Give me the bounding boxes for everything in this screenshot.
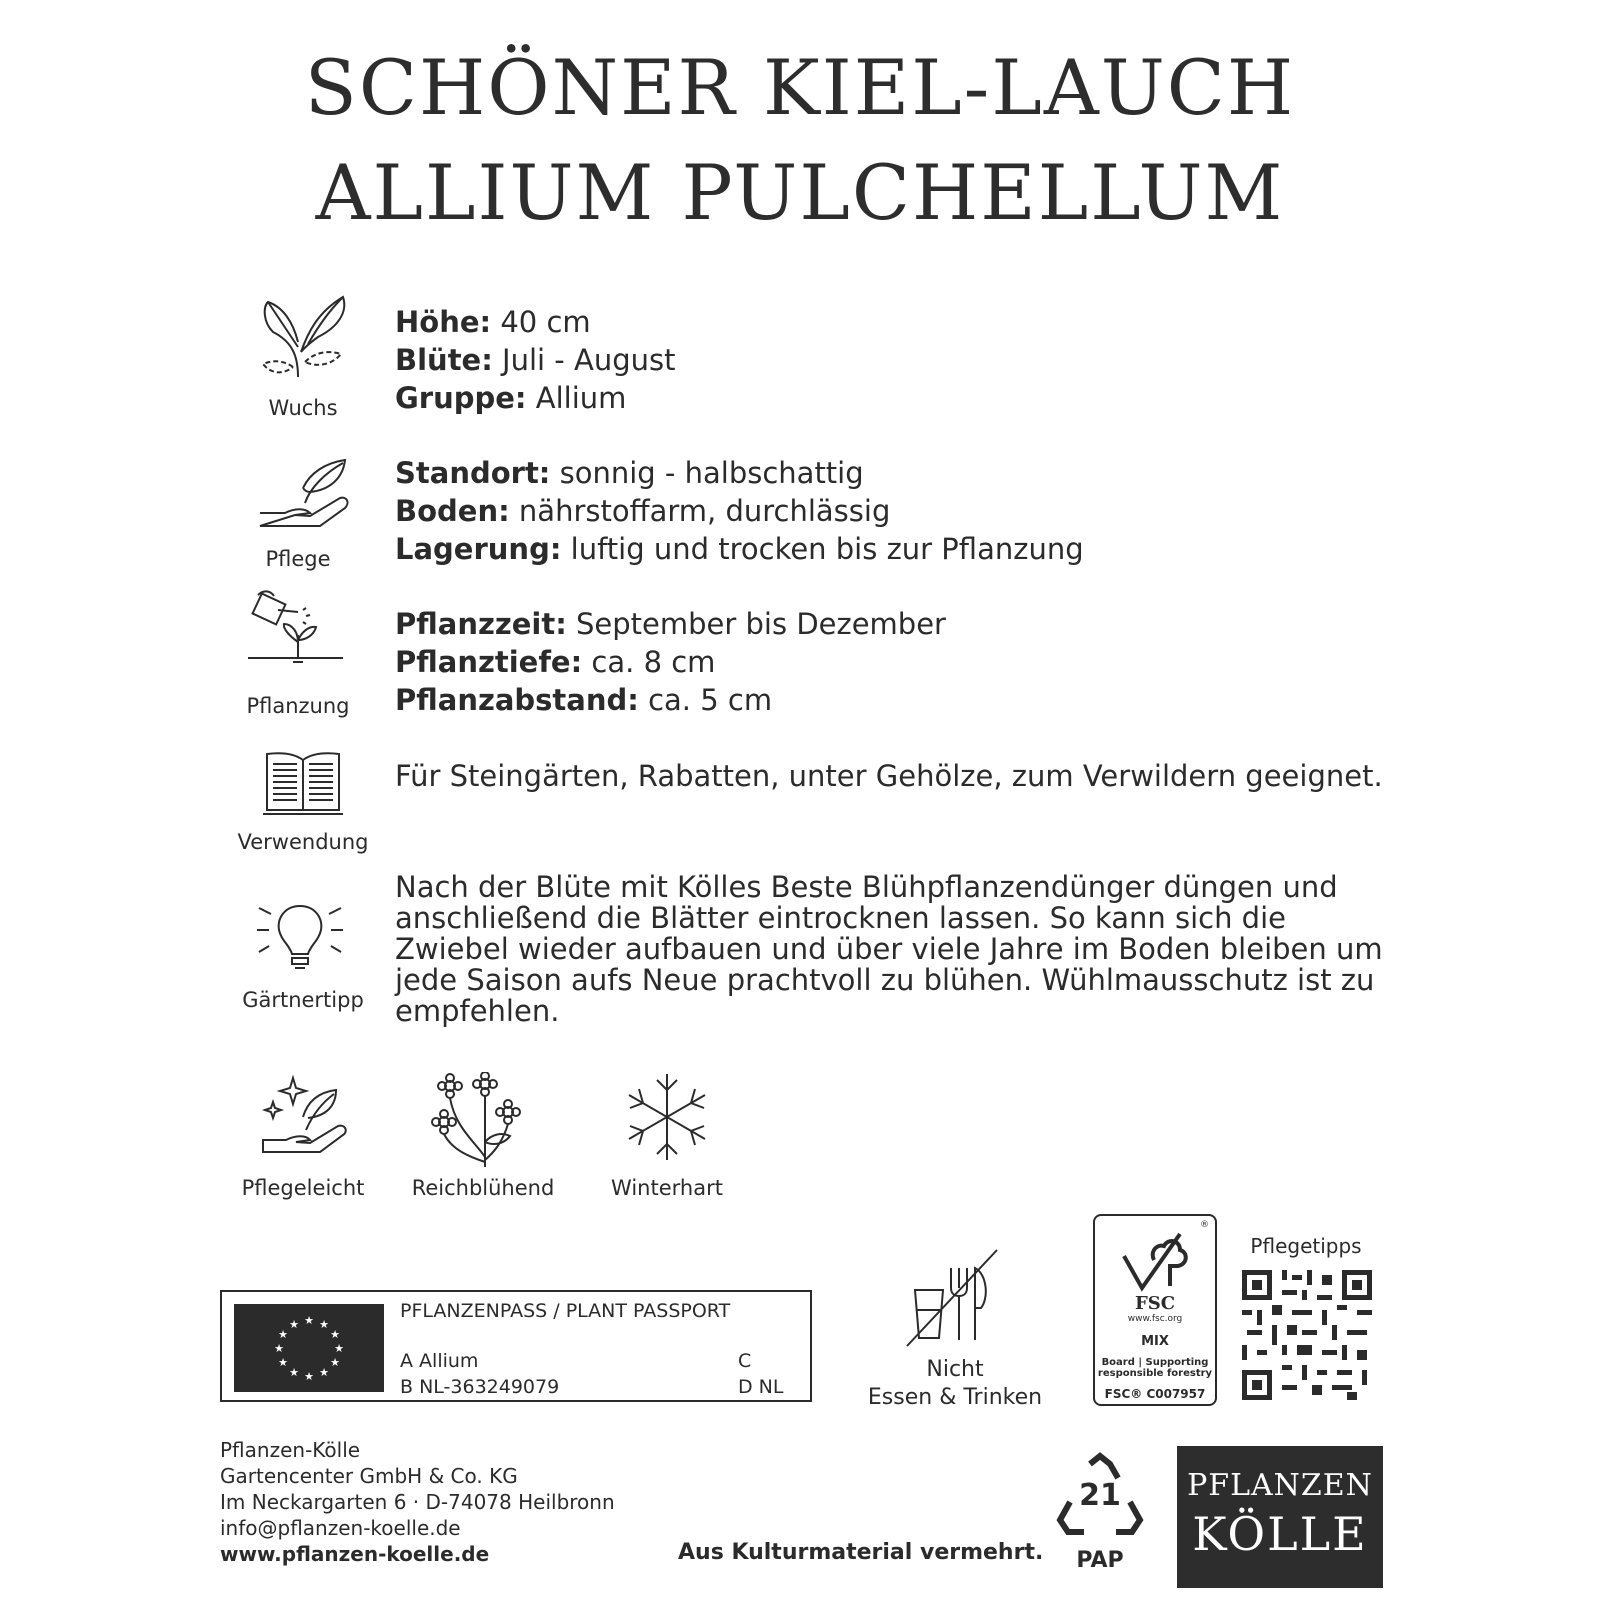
- fsc-code: FSC® C007957: [1104, 1387, 1206, 1401]
- verwendung-text: Für Steingärten, Rabatten, unter Gehölze, zum Verwildern geeignet.: [395, 759, 1383, 793]
- wuchs-info: [395, 303, 675, 417]
- gaertnertipp-label: Gärtnertipp: [242, 988, 364, 1012]
- fsc-url: www.fsc.org: [1127, 1314, 1183, 1324]
- info-row-pflanzabstand: Pflanzabstand: ca. 5 cm: [395, 683, 773, 717]
- svg-text:★: ★: [274, 1342, 284, 1355]
- eu-flag-icon: [234, 1304, 384, 1392]
- svg-text:★: ★: [319, 1366, 329, 1379]
- not-food-label: [850, 1356, 1060, 1412]
- svg-text:★: ★: [304, 1314, 314, 1327]
- info-row-standort: Standort: sonnig - halbschattig: [395, 456, 864, 490]
- recycling-number: 21: [1079, 1478, 1121, 1513]
- plant-sprout-icon: [253, 292, 353, 392]
- svg-text:★: ★: [278, 1328, 288, 1341]
- open-book-icon: [263, 750, 343, 820]
- pflege-info: [395, 454, 1084, 568]
- no-food-drink-icon: [905, 1248, 1000, 1348]
- fsc-logo: [1093, 1214, 1217, 1406]
- flowers-icon: [430, 1072, 530, 1172]
- svg-text:★: ★: [319, 1318, 329, 1331]
- gaertnertipp-text: Nach der Blüte mit Kölles Beste Blühpflanzendünger düngen und anschließend die Blätter eintrocknen lassen. So kann sich die Zwiebel wieder aufbauen und über viele Jahre im Boden bleiben um jede Saison aufs Neue prachtvoll zu blühen. Wühlmausschutz ist zu empfehlen.: [395, 870, 1383, 1028]
- qr-code[interactable]: [1242, 1270, 1372, 1400]
- pflege-label: Pflege: [265, 547, 331, 571]
- wuchs-label: Wuchs: [268, 396, 338, 420]
- passport-b: B NL-363249079: [400, 1376, 560, 1398]
- svg-text:★: ★: [289, 1318, 299, 1331]
- culture-note: Aus Kulturmaterial vermehrt.: [678, 1540, 1044, 1565]
- title-line-1: SCHÖNER KIEL-LAUCH: [304, 43, 1296, 132]
- fsc-line-1: Board | Supporting: [1101, 1357, 1209, 1368]
- passport-d: D NL: [738, 1376, 784, 1398]
- fsc-name: FSC: [1134, 1293, 1176, 1314]
- info-row-lagerung: Lagerung: luftig und trocken bis zur Pflanzung: [395, 532, 1084, 566]
- reichbluehend-label: Reichblühend: [411, 1176, 555, 1200]
- info-row-gruppe: Gruppe: Allium: [395, 381, 627, 415]
- registered-mark: ®: [1200, 1220, 1209, 1230]
- fsc-line-2: responsible forestry: [1097, 1368, 1213, 1379]
- qr-label: Pflegetipps: [1250, 1234, 1362, 1258]
- winterhart-label: Winterhart: [611, 1176, 723, 1200]
- company-name: Pflanzen-Kölle: [220, 1438, 361, 1462]
- hand-leaf-icon: [255, 458, 355, 558]
- svg-text:★: ★: [278, 1356, 288, 1369]
- logo-line-1: PFLANZEN: [1187, 1468, 1373, 1503]
- company-legal: Gartencenter GmbH & Co. KG: [220, 1464, 518, 1488]
- fsc-mix: MIX: [1141, 1334, 1169, 1349]
- info-row-pflanztiefe: Pflanztiefe: ca. 8 cm: [395, 645, 716, 679]
- info-row-bluete: Blüte: Juli - August: [395, 343, 676, 377]
- svg-text:★: ★: [330, 1356, 340, 1369]
- snowflake-icon: [622, 1072, 712, 1162]
- info-row-boden: Boden: nährstoffarm, durchlässig: [395, 494, 891, 528]
- info-row-pflanzzeit: Pflanzzeit: September bis Dezember: [395, 607, 946, 641]
- logo-line-2: KÖLLE: [1192, 1507, 1368, 1561]
- svg-text:★: ★: [304, 1370, 314, 1383]
- company-street: Im Neckargarten 6 · D-74078 Heilbronn: [220, 1490, 615, 1514]
- light-bulb-icon: [255, 898, 345, 978]
- info-row-hoehe: Höhe: 40 cm: [395, 305, 591, 339]
- pflanzung-label: Pflanzung: [246, 694, 350, 718]
- passport-a: A Allium: [400, 1350, 479, 1372]
- not-food-line-2: Essen & Trinken: [867, 1385, 1043, 1410]
- not-food-line-1: Nicht: [926, 1357, 984, 1382]
- svg-text:★: ★: [289, 1366, 299, 1379]
- verwendung-label: Verwendung: [237, 830, 369, 854]
- pflanzen-koelle-logo: [1177, 1446, 1383, 1588]
- recycling-material: PAP: [1076, 1548, 1124, 1573]
- svg-text:★: ★: [330, 1328, 340, 1341]
- passport-c: C: [738, 1350, 752, 1372]
- passport-heading: PFLANZENPASS / PLANT PASSPORT: [400, 1300, 731, 1322]
- company-website[interactable]: www.pflanzen-koelle.de: [220, 1542, 490, 1566]
- plant-passport: [220, 1290, 812, 1402]
- watering-can-icon: [248, 590, 348, 690]
- svg-text:★: ★: [334, 1342, 344, 1355]
- fsc-tree-check-icon: [1120, 1230, 1190, 1294]
- title-line-2: ALLIUM PULCHELLUM: [315, 148, 1285, 237]
- company-email[interactable]: info@pflanzen-koelle.de: [220, 1516, 461, 1540]
- sparkle-hand-leaf-icon: [258, 1072, 358, 1172]
- pflanzung-info: [395, 605, 946, 719]
- company-address: [220, 1437, 615, 1567]
- pflegeleicht-label: Pflegeleicht: [241, 1176, 365, 1200]
